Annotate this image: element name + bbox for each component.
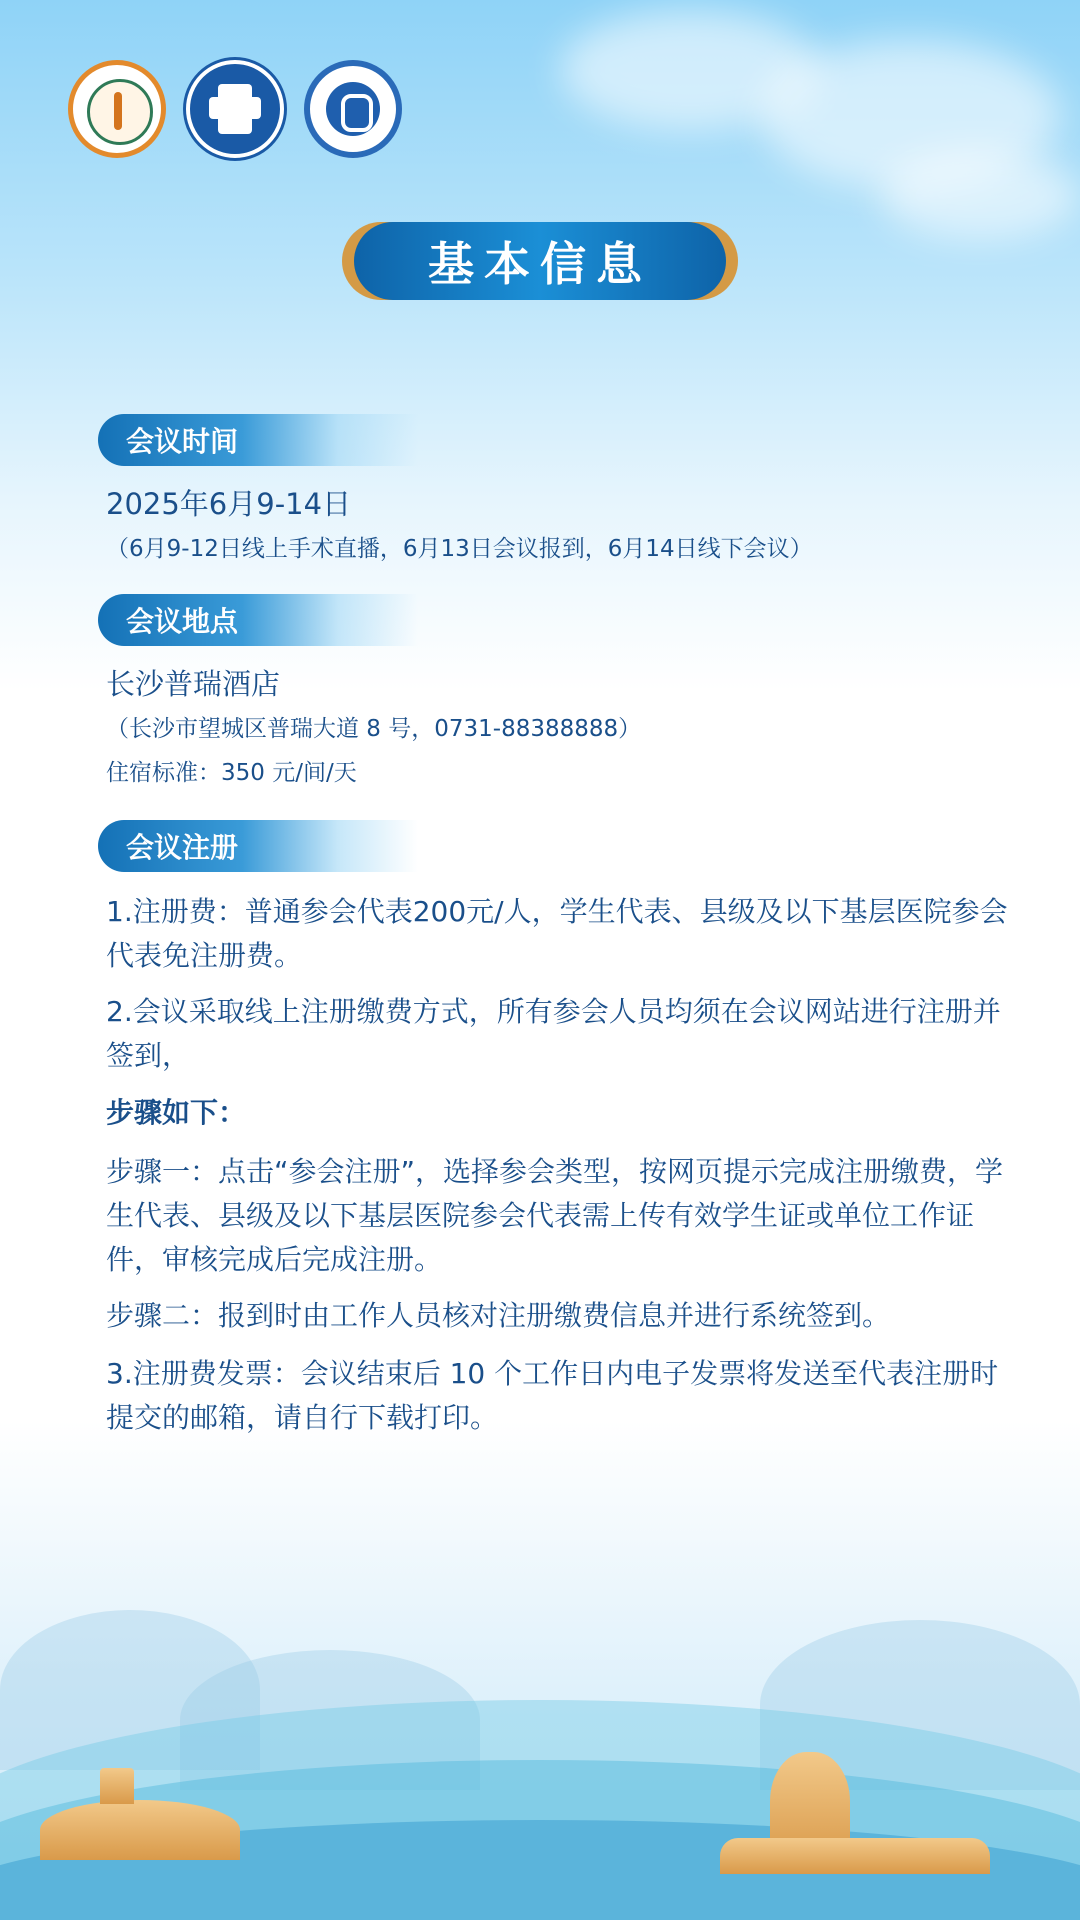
section-heading: 会议地点 — [126, 605, 239, 638]
registration-fee-item: 1.注册费：普通参会代表200元/人，学生代表、县级及以下基层医院参会代表免注册费。 — [106, 895, 1008, 972]
logo-row — [68, 60, 402, 158]
step-two: 步骤二：报到时由工作人员核对注册缴费信息并进行系统签到。 — [106, 1299, 891, 1332]
venue-address: （长沙市望城区普瑞大道 8 号，0731-88388888） — [106, 716, 642, 742]
gastrointestinal-surgery-logo-icon — [304, 60, 402, 158]
hunan-medical-association-logo-icon — [68, 60, 166, 158]
registration-method-item: 2.会议采取线上注册缴费方式，所有参会人员均须在会议网站进行注册并签到， — [106, 995, 1001, 1072]
meeting-date: 2025年6月9-14日 — [106, 487, 352, 521]
section-heading: 会议时间 — [126, 425, 239, 458]
section-header-time — [98, 414, 418, 466]
step-one: 步骤一：点击“参会注册”，选择参会类型，按网页提示完成注册缴费，学生代表、县级及以下基层医院参会代表需上传有效学生证或单位工作证件，审核完成后完成注册。 — [106, 1155, 1004, 1276]
third-xiangya-hospital-logo-icon — [186, 60, 284, 158]
pavilion-hill-decoration — [40, 1800, 240, 1860]
title-pill — [354, 222, 726, 300]
cloud-decoration — [880, 150, 1080, 240]
invoice-item: 3.注册费发票：会议结束后 10 个工作日内电子发票将发送至代表注册时提交的邮箱，请自行下载打印。 — [106, 1357, 999, 1434]
meeting-date-note: （6月9-12日线上手术直播，6月13日会议报到，6月14日线下会议） — [106, 536, 813, 562]
title-banner — [342, 222, 738, 300]
section-heading: 会议注册 — [126, 831, 239, 864]
lodging-standard: 住宿标准：350 元/间/天 — [106, 760, 357, 786]
statue-base-decoration — [720, 1838, 990, 1874]
section-header-registration — [98, 820, 418, 872]
venue-name: 长沙普瑞酒店 — [106, 667, 281, 701]
page-title: 基本信息 — [428, 237, 652, 291]
pavilion-icon — [100, 1768, 134, 1804]
section-header-venue — [98, 594, 418, 646]
steps-label: 步骤如下： — [106, 1096, 247, 1129]
